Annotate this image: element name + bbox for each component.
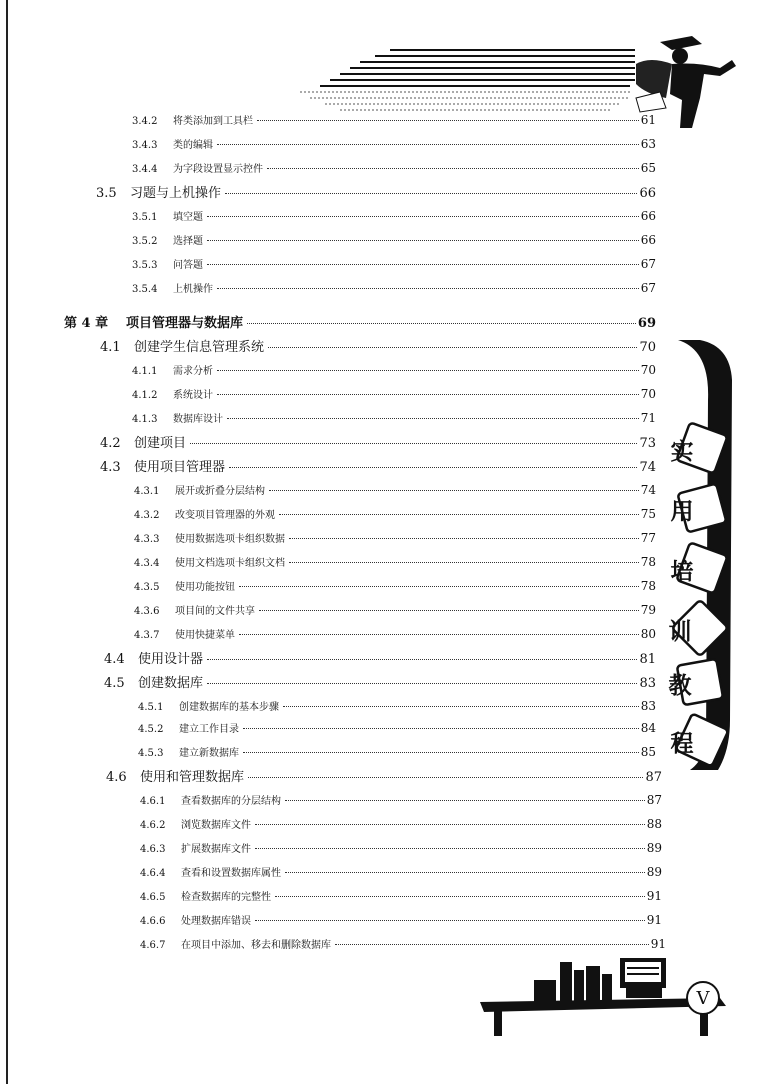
toc-page: 87	[645, 770, 662, 785]
toc-title: 建立新数据库	[179, 748, 239, 759]
toc-page: 67	[640, 257, 656, 271]
toc-page: 65	[640, 161, 656, 175]
toc-number: 4.3.1	[134, 486, 160, 497]
toc-entry-4-5-2[interactable]	[138, 720, 656, 735]
toc-entry-4-6-1[interactable]	[140, 792, 662, 807]
dot-leader	[207, 683, 637, 684]
toc-number: 4.3.7	[134, 630, 160, 641]
dot-leader	[275, 896, 645, 897]
toc-title: 在项目中添加、移去和删除数据库	[181, 940, 331, 951]
toc-title: 习题与上机操作	[130, 186, 222, 201]
toc-page: 89	[646, 865, 662, 879]
toc-title: 将类添加到工具栏	[173, 116, 253, 127]
banner-char-yong: 用	[670, 498, 694, 525]
toc-entry-3-5[interactable]	[96, 182, 656, 201]
toc-title: 使用数据选项卡组织数据	[175, 534, 285, 545]
dot-leader	[267, 168, 639, 169]
dot-leader	[217, 370, 639, 371]
toc-number: 3.4.4	[132, 164, 158, 175]
dot-leader	[227, 418, 639, 419]
toc-title: 浏览数据库文件	[181, 820, 251, 831]
toc-page: 85	[640, 745, 656, 759]
toc-page: 80	[640, 627, 656, 641]
toc-number: 4.6.3	[140, 844, 166, 855]
toc-page: 87	[646, 793, 662, 807]
dot-leader	[279, 514, 639, 515]
toc-number: 3.4.2	[132, 116, 158, 127]
toc-number: 4.3.4	[134, 558, 160, 569]
toc-entry-4-4[interactable]	[104, 648, 656, 667]
toc-page: 75	[640, 507, 656, 521]
toc-title: 项目间的文件共享	[175, 606, 255, 617]
toc-title: 上机操作	[173, 284, 213, 295]
toc-page: 83	[640, 699, 656, 713]
toc-page: 78	[640, 579, 656, 593]
dot-leader	[207, 216, 639, 217]
toc-number: 4.1.1	[132, 366, 158, 377]
toc-entry-3-4-3[interactable]	[132, 136, 656, 151]
toc-entry-4-6-4[interactable]	[140, 864, 662, 879]
toc-title: 选择题	[173, 236, 203, 247]
toc-entry-3-5-1[interactable]	[132, 208, 656, 223]
toc-title: 使用快捷菜单	[175, 630, 235, 641]
toc-title: 使用设计器	[138, 652, 204, 667]
toc-title: 处理数据库错误	[181, 916, 251, 927]
dot-leader	[268, 347, 637, 348]
toc-page: 70	[640, 363, 656, 377]
dot-leader	[207, 659, 637, 660]
toc-page: 91	[650, 937, 666, 951]
toc-page: 66	[640, 209, 656, 223]
toc-number: 4.6.5	[140, 892, 166, 903]
toc-number: 4.1.2	[132, 390, 158, 401]
toc-title: 创建学生信息管理系统	[134, 340, 265, 355]
toc-title: 项目管理器与数据库	[126, 316, 244, 331]
toc-title: 创建数据库的基本步骤	[179, 702, 279, 713]
toc-page: 77	[640, 531, 656, 545]
toc-title: 类的编辑	[173, 140, 213, 151]
dot-leader	[255, 848, 645, 849]
toc-entry-4-6-6[interactable]	[140, 912, 662, 927]
toc-number: 3.5.2	[132, 236, 158, 247]
dot-leader	[255, 824, 645, 825]
toc-page: 67	[640, 281, 656, 295]
toc-entry-4-2[interactable]	[100, 432, 656, 451]
toc-number: 4.5.3	[138, 748, 164, 759]
toc-title: 查看数据库的分层结构	[181, 796, 281, 807]
toc-number: 3.5.1	[132, 212, 158, 223]
dot-leader	[225, 193, 637, 194]
toc-entry-3-4-2[interactable]	[132, 112, 656, 127]
toc-title: 使用功能按钮	[175, 582, 235, 593]
toc-page: 74	[640, 483, 656, 497]
toc-entry-4-3[interactable]	[100, 456, 656, 475]
toc-entry-4-1-3[interactable]	[132, 410, 656, 425]
toc-title: 填空题	[173, 212, 203, 223]
toc-page: 88	[646, 817, 662, 831]
toc-chapter-number: 第 4 章	[64, 316, 109, 331]
toc-title: 数据库设计	[173, 414, 223, 425]
dot-leader	[255, 920, 645, 921]
dot-leader	[243, 728, 639, 729]
toc-number: 4.6.6	[140, 916, 166, 927]
toc-title: 查看和设置数据库属性	[181, 868, 281, 879]
page-number: V	[686, 981, 720, 1015]
toc-page: 89	[646, 841, 662, 855]
toc-title: 问答题	[173, 260, 203, 271]
toc-number: 4.6.1	[140, 796, 166, 807]
dot-leader	[207, 240, 639, 241]
dot-leader	[229, 467, 637, 468]
toc-title: 使用和管理数据库	[140, 770, 245, 785]
toc-entry-4-5[interactable]	[104, 672, 656, 691]
toc-entry-chapter-4[interactable]	[64, 312, 656, 331]
dot-leader	[285, 800, 645, 801]
dot-leader	[239, 634, 639, 635]
dot-leader	[283, 706, 639, 707]
toc-entry-4-5-3[interactable]	[138, 744, 656, 759]
toc-entry-4-3-3[interactable]	[134, 530, 656, 545]
toc-page: 69	[637, 316, 656, 331]
toc-number: 4.6.2	[140, 820, 166, 831]
banner-char-jiao: 教	[668, 672, 692, 699]
dot-leader	[190, 443, 637, 444]
toc-page: 70	[640, 387, 656, 401]
toc-page: 84	[640, 721, 656, 735]
toc-entry-4-3-5[interactable]	[134, 578, 656, 593]
toc-number: 4.3.5	[134, 582, 160, 593]
banner-char-cheng: 程	[670, 730, 694, 757]
toc-entry-3-5-2[interactable]	[132, 232, 656, 247]
toc-number: 3.5.3	[132, 260, 158, 271]
banner-char-pei: 培	[670, 558, 694, 585]
toc-number: 4.3.3	[134, 534, 160, 545]
toc-entry-4-3-1[interactable]	[134, 482, 656, 497]
toc-number: 4.6.4	[140, 868, 166, 879]
toc-page: 74	[639, 460, 656, 475]
dot-leader	[285, 872, 645, 873]
toc-number: 4.3.2	[134, 510, 160, 521]
toc-title: 使用项目管理器	[134, 460, 226, 475]
toc-entry-4-1[interactable]	[100, 336, 656, 355]
toc-entry-4-6-5[interactable]	[140, 888, 662, 903]
toc-number: 3.5	[96, 186, 117, 201]
toc-page: 73	[639, 436, 656, 451]
toc-page: 70	[639, 340, 656, 355]
toc-title: 建立工作目录	[179, 724, 239, 735]
toc-page: 91	[646, 889, 662, 903]
toc-entry-3-4-4[interactable]	[132, 160, 656, 175]
dot-leader	[217, 394, 639, 395]
toc-entry-4-3-6[interactable]	[134, 602, 656, 617]
toc-number: 4.3	[100, 460, 121, 475]
toc-number: 4.1.3	[132, 414, 158, 425]
dot-leader	[269, 490, 639, 491]
dot-leader	[257, 120, 639, 121]
toc-entry-4-1-1[interactable]	[132, 362, 656, 377]
toc-number: 4.1	[100, 340, 121, 355]
toc-title: 检查数据库的完整性	[181, 892, 271, 903]
dot-leader	[289, 538, 639, 539]
dot-leader	[259, 610, 639, 611]
toc-number: 4.2	[100, 436, 121, 451]
toc-page: 66	[639, 186, 656, 201]
toc-entry-4-5-1[interactable]	[138, 698, 656, 713]
toc-title: 创建数据库	[138, 676, 204, 691]
toc-entry-4-3-4[interactable]	[134, 554, 656, 569]
toc-title: 创建项目	[134, 436, 187, 451]
dot-leader	[217, 288, 639, 289]
dot-leader	[289, 562, 639, 563]
toc-entry-4-3-7[interactable]	[134, 626, 656, 641]
toc-title: 需求分析	[173, 366, 213, 377]
toc-number: 3.5.4	[132, 284, 158, 295]
toc-title: 展开或折叠分层结构	[175, 486, 265, 497]
toc-page: 78	[640, 555, 656, 569]
toc-entry-4-6-2[interactable]	[140, 816, 662, 831]
dot-leader	[239, 586, 639, 587]
toc-page: 61	[640, 113, 656, 127]
toc-title: 系统设计	[173, 390, 213, 401]
toc-page: 83	[639, 676, 656, 691]
dot-leader	[247, 323, 636, 324]
toc-page: 79	[640, 603, 656, 617]
dot-leader	[207, 264, 639, 265]
toc-number: 4.3.6	[134, 606, 160, 617]
dot-leader	[248, 777, 643, 778]
toc-entry-4-3-2[interactable]	[134, 506, 656, 521]
toc-entry-4-1-2[interactable]	[132, 386, 656, 401]
toc-number: 4.6.7	[140, 940, 166, 951]
banner-char-xun: 训	[668, 618, 692, 645]
dot-leader	[217, 144, 639, 145]
toc-number: 4.4	[104, 652, 125, 667]
toc-page: 66	[640, 233, 656, 247]
toc-number: 3.4.3	[132, 140, 158, 151]
toc-entry-4-6-3[interactable]	[140, 840, 662, 855]
toc-entry-3-5-3[interactable]	[132, 256, 656, 271]
toc-page: 81	[639, 652, 656, 667]
toc-title: 改变项目管理器的外观	[175, 510, 275, 521]
dot-leader	[243, 752, 639, 753]
toc-title: 为字段设置显示控件	[173, 164, 263, 175]
toc-entry-4-6[interactable]	[106, 766, 662, 785]
toc-number: 4.5.2	[138, 724, 164, 735]
banner-char-shi: 实	[670, 438, 694, 465]
toc-title: 使用文档选项卡组织文档	[175, 558, 285, 569]
toc-number: 4.5.1	[138, 702, 164, 713]
toc-page: 91	[646, 913, 662, 927]
toc-page: 63	[640, 137, 656, 151]
toc-title: 扩展数据库文件	[181, 844, 251, 855]
toc-number: 4.6	[106, 770, 127, 785]
toc-entry-3-5-4[interactable]	[132, 280, 656, 295]
toc-number: 4.5	[104, 676, 125, 691]
toc-page: 71	[640, 411, 656, 425]
